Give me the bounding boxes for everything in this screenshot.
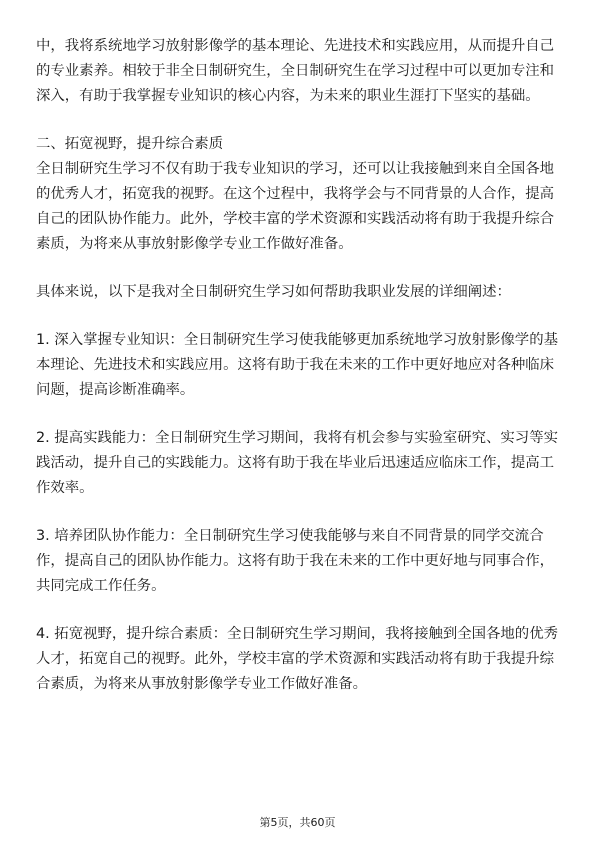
detail-intro: 具体来说，以下是我对全日制研究生学习如何帮助我职业发展的详细阐述：	[36, 284, 511, 300]
paragraph-gap	[36, 305, 561, 328]
paragraph-gap	[36, 109, 561, 132]
paragraph-gap	[36, 501, 561, 524]
intro-paragraph: 中，我将系统地学习放射影像学的基本理论、先进技术和实践应用，从而提升自己 的专业素养。相较于非全日制研究生，全日制研究生在学习过程中可以更加专注和 深入，有助于我掌握专业知识的核心内容，为未来的职业生涯打下坚实的基础。	[36, 38, 555, 104]
section-heading: 二、拓宽视野，提升综合素质	[36, 136, 224, 152]
paragraph-gap	[36, 257, 561, 280]
page-number: 第5页，共60页	[259, 816, 336, 829]
section-paragraph: 全日制研究生学习不仅有助于我专业知识的学习，还可以让我接触到来自全国各地 的优秀人才，拓宽我的视野。在这个过程中，我将学会与不同背景的人合作，提高 自己的团队协作能力。此外，学校丰富的学术资源和实践活动将有助于我提升综合 素质，为将来从事放射影像学专业工作做好准备。	[36, 161, 555, 252]
paragraph-gap	[36, 599, 561, 622]
list-item-3: 3. 培养团队协作能力：全日制研究生学习使我能够与来自不同背景的同学交流合 作，提高自己的团队协作能力。这将有助于我在未来的工作中更好地与同事合作， 共同完成工作任务。	[36, 528, 555, 594]
document-body	[36, 34, 561, 697]
list-item-2: 2. 提高实践能力：全日制研究生学习期间，我将有机会参与实验室研究、实习等实 践活动，提升自己的实践能力。这将有助于我在毕业后迅速适应临床工作，提高工 作效率。	[36, 430, 558, 496]
list-item-1: 1. 深入掌握专业知识：全日制研究生学习使我能够更加系统地学习放射影像学的基 本理论、先进技术和实践应用。这将有助于我在未来的工作中更好地应对各种临床 问题，提高诊断准确率。	[36, 332, 558, 398]
paragraph-gap	[36, 403, 561, 426]
list-item-4: 4. 拓宽视野，提升综合素质：全日制研究生学习期间，我将接触到全国各地的优秀 人才，拓宽自己的视野。此外，学校丰富的学术资源和实践活动将有助于我提升综 合素质，为将来从事放射影像学专业工作做好准备。	[36, 626, 558, 692]
